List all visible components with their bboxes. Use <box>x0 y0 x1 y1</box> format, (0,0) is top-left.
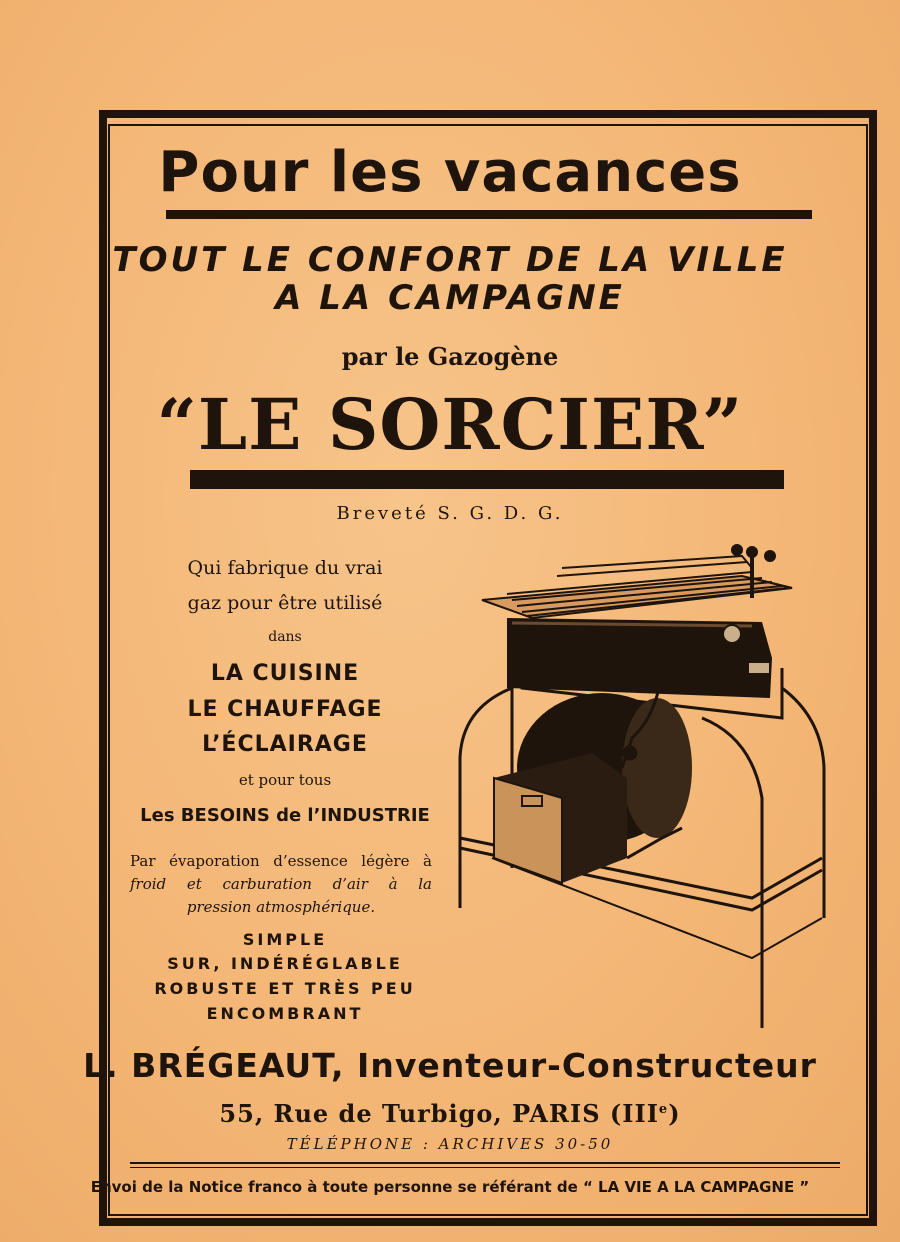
headline-rule <box>166 210 812 219</box>
and-all-line: et pour tous <box>238 771 332 789</box>
intro-line-3: dans <box>268 629 302 645</box>
subheadline-line-1: TOUT LE CONFORT DE LA VILLE <box>112 240 788 280</box>
cooking-grate <box>482 556 792 618</box>
industry-line: Les BESOINS de l’INDUSTRIE <box>140 805 430 826</box>
quality-line: ROBUSTE ET TRÈS PEU <box>154 979 416 998</box>
process-line: pression atmosphérique. <box>186 898 376 916</box>
process-line: Par évaporation d’essence légère à <box>130 852 432 870</box>
maker-phone: TÉLÉPHONE : ARCHIVES 30-50 <box>286 1135 614 1153</box>
burner-box <box>507 618 772 698</box>
footer-rule-thick <box>130 1162 840 1164</box>
quality-line: SIMPLE <box>242 930 328 949</box>
headline: Pour les vacances <box>158 140 742 205</box>
footer-note: Envoi de la Notice franco à toute personne se référant de “ LA VIE A LA CAMPAGNE ” <box>90 1178 810 1196</box>
process-description <box>130 850 432 919</box>
maker-name: L. BRÉGEAUT, Inventeur-Constructeur <box>83 1046 817 1085</box>
use-heating: LE CHAUFFAGE <box>187 697 383 722</box>
patent-notice: Breveté S. G. D. G. <box>336 503 564 524</box>
quality-line: SUR, INDÉRÉGLABLE <box>167 954 403 973</box>
use-lighting: L’ÉCLAIRAGE <box>202 732 368 757</box>
intro-line-2: gaz pour être utilisé <box>187 592 383 614</box>
frame-leg-right <box>702 718 762 1028</box>
quality-line: ENCOMBRANT <box>206 1004 364 1023</box>
maker-address <box>0 1099 900 1128</box>
address-text: 55, Rue de Turbigo, PARIS (III <box>219 1099 659 1128</box>
brand-name: “LE SORCIER” <box>156 383 744 466</box>
address-superscript: e <box>658 1102 669 1117</box>
footer-rule-thin <box>130 1167 840 1168</box>
process-line: froid et carburation d’air à la <box>130 875 432 893</box>
use-cooking: LA CUISINE <box>210 661 360 686</box>
brand-rule <box>190 470 784 489</box>
fuel-tank <box>494 753 627 883</box>
address-close: ) <box>668 1099 681 1128</box>
intro-line-1: Qui fabrique du vrai <box>187 557 383 579</box>
gas-generator-illustration <box>452 538 832 1030</box>
subheadline-line-2: A LA CAMPAGNE <box>275 278 625 318</box>
product-intro: par le Gazogène <box>341 342 559 371</box>
